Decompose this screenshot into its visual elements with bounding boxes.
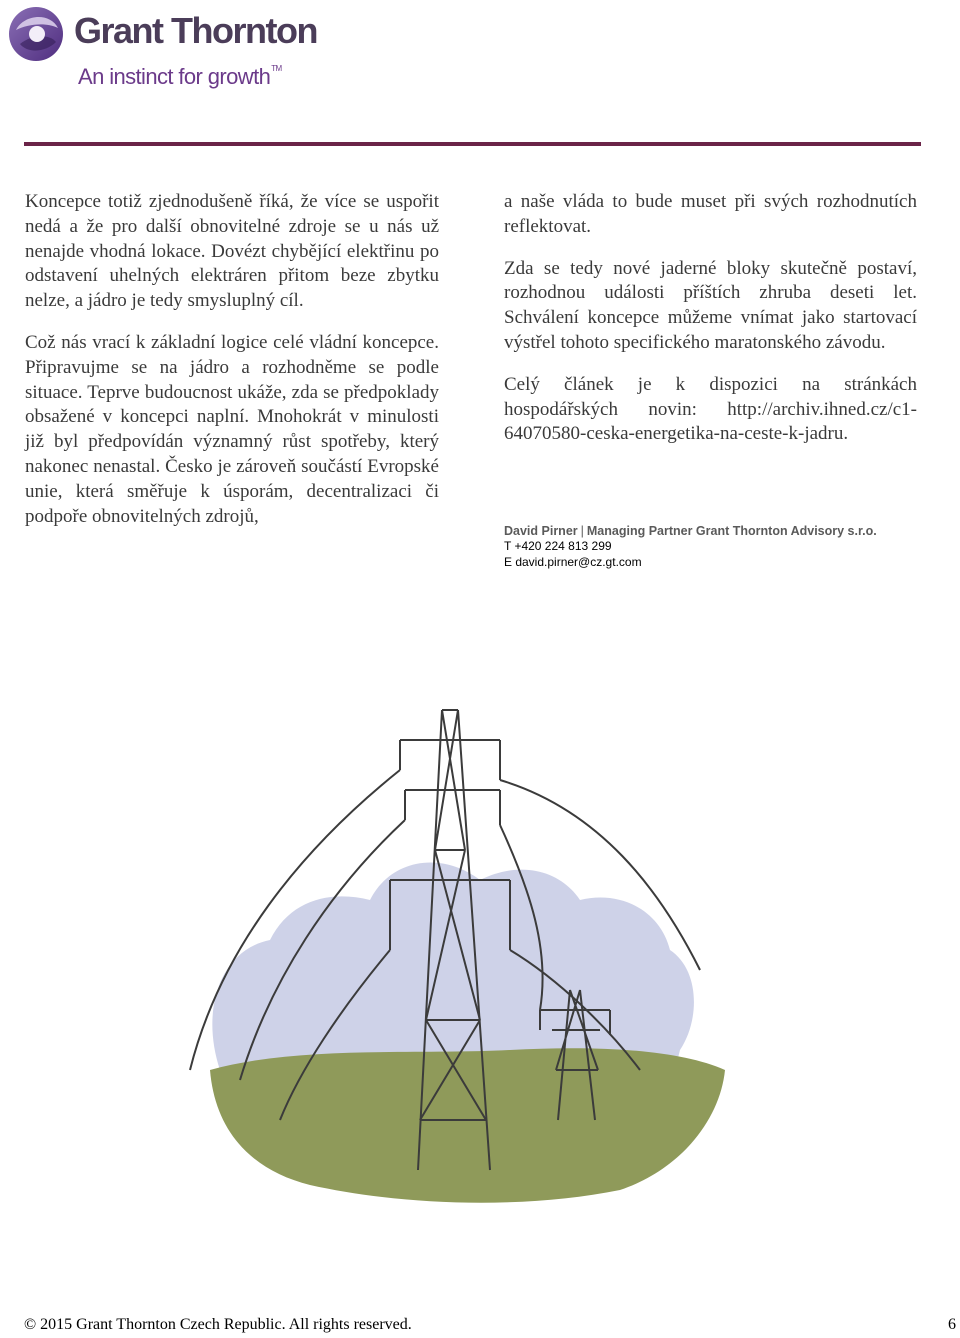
brand-tagline [78,64,282,90]
trademark-mark: TM [271,64,282,73]
page-number: 6 [948,1316,956,1333]
article-paragraph: Zda se tedy nové jaderné bloky skutečně postaví, rozhodnou události příštích zhruba deseti let. Schválení koncepce můžeme vnímat jako startovací výstřel tohoto specifického maratonského závodu. [504,257,917,353]
article-paragraph: Koncepce totiž zjednodušeně říká, že více se uspořit nedá a že pro další obnovitelné zdroje se u nás už nenajde vhodná lokace. Dovézt chybějící elektřinu po odstavení uhelných elektráren přitom beze zbytku nelze, a jádro je tedy smysluplný cíl. [25,191,439,312]
author-name: David Pirner [504,524,578,538]
author-title: Managing Partner Grant Thornton Advisory s.r.o. [586,524,877,538]
author-phone: T +420 224 813 299 [504,539,612,553]
grant-thornton-logo-icon [6,4,66,64]
tagline-text: An instinct for growth [78,64,271,89]
power-pylon-illustration [180,650,740,1220]
brand-logo [6,2,317,98]
article-column-right [504,190,917,464]
article-paragraph: Což nás vrací k základní logice celé vládní koncepce. Připravujme se na jádro a rozhodněme se podle situace. Teprve budoucnost ukáže, zda se předpoklady obsažené v koncepci naplní. Mnohokrát v minulosti již byl předpovídán významný růst spotřeby, který nakonec nenastal. Česko je zároveň součástí Evropské unie, která směřuje k úsporám, decentralizaci či podpoře obnovitelných zdrojů, [25,331,439,527]
article-paragraph-link: Celý článek je k dispozici na stránkách hospodářských novin: http://archiv.ihned.cz/c1-64070580-ceska-energetika-na-ceste-k-jadru. [504,373,917,445]
author-heading [504,524,924,538]
article-column-left [25,190,439,546]
author-email[interactable]: E david.pirner@cz.gt.com [504,555,642,569]
author-separator: | [580,524,584,538]
footer-copyright: © 2015 Grant Thornton Czech Republic. All rights reserved. [24,1316,412,1333]
article-paragraph: a naše vláda to bude muset při svých rozhodnutích reflektovat. [504,191,917,237]
author-block [504,524,924,570]
header-divider [24,142,921,146]
brand-name: Grant Thornton [74,10,317,51]
